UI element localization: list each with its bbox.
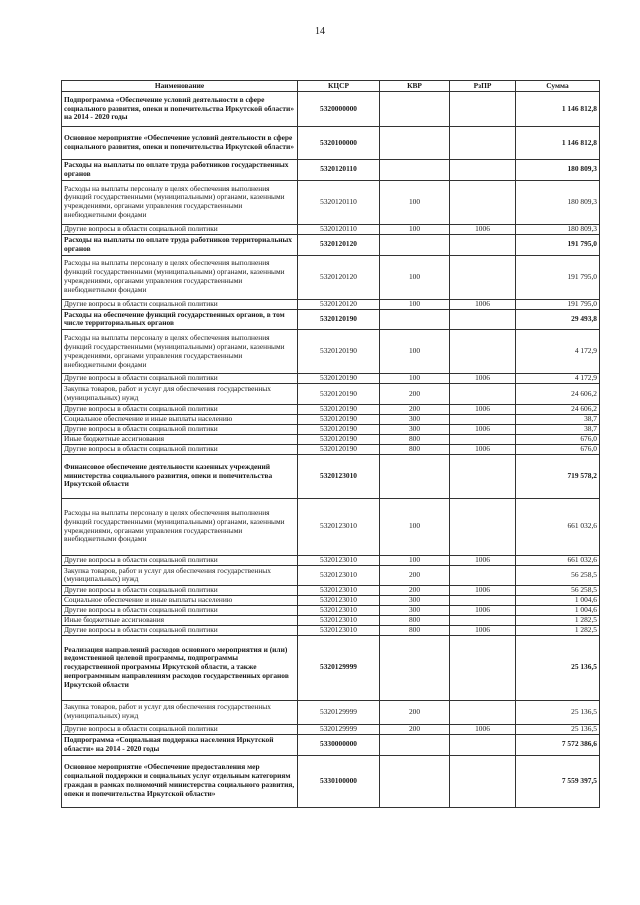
table-row <box>62 734 600 755</box>
table-row <box>62 444 600 454</box>
cell-code: 5320123010 <box>298 565 380 586</box>
cell-code: 5320123010 <box>298 498 380 555</box>
cell-sum: 25 136,5 <box>516 724 600 734</box>
cell-name: Другие вопросы в области социальной политики <box>62 586 298 596</box>
cell-sum: 676,0 <box>516 444 600 454</box>
table-row <box>62 755 600 807</box>
table-row <box>62 384 600 405</box>
cell-name: Социальное обеспечение и иные выплаты населению <box>62 415 298 425</box>
cell-rzpr <box>450 635 516 700</box>
table-row <box>62 454 600 498</box>
cell-rzpr <box>450 92 516 127</box>
header-kvr: КВР <box>380 81 450 92</box>
cell-rzpr: 1006 <box>450 224 516 234</box>
cell-rzpr <box>450 127 516 160</box>
table-row <box>62 180 600 224</box>
cell-kvr: 300 <box>380 424 450 434</box>
cell-kvr <box>380 635 450 700</box>
cell-kvr: 200 <box>380 405 450 415</box>
cell-sum: 1 282,5 <box>516 616 600 626</box>
table-row <box>62 700 600 724</box>
cell-sum: 180 809,3 <box>516 224 600 234</box>
cell-code: 5320120190 <box>298 384 380 405</box>
cell-kvr: 100 <box>380 224 450 234</box>
table-body <box>62 92 600 808</box>
cell-name: Расходы на выплаты персоналу в целях обеспечения выполнения функций государственными (муниципальными) органами, казенными учреждениями, органами управления государственными внебюджетными фондами <box>62 255 298 299</box>
cell-code: 5320129999 <box>298 635 380 700</box>
header-code: КЦСР <box>298 81 380 92</box>
cell-rzpr <box>450 755 516 807</box>
cell-kvr <box>380 160 450 181</box>
table-row <box>62 309 600 330</box>
cell-rzpr <box>450 700 516 724</box>
cell-sum: 29 493,8 <box>516 309 600 330</box>
cell-kvr: 100 <box>380 498 450 555</box>
cell-kvr: 200 <box>380 724 450 734</box>
cell-kvr: 200 <box>380 384 450 405</box>
cell-kvr: 100 <box>380 255 450 299</box>
cell-name: Другие вопросы в области социальной политики <box>62 424 298 434</box>
cell-rzpr: 1006 <box>450 374 516 384</box>
cell-code: 5320120110 <box>298 180 380 224</box>
cell-sum: 56 258,5 <box>516 586 600 596</box>
cell-rzpr: 1006 <box>450 625 516 635</box>
cell-rzpr: 1006 <box>450 299 516 309</box>
table-row <box>62 160 600 181</box>
cell-code: 5320123010 <box>298 616 380 626</box>
cell-rzpr <box>450 180 516 224</box>
cell-rzpr <box>450 255 516 299</box>
table-row <box>62 234 600 255</box>
cell-code: 5320120190 <box>298 415 380 425</box>
cell-rzpr <box>450 734 516 755</box>
cell-rzpr: 1006 <box>450 405 516 415</box>
table-row <box>62 555 600 565</box>
cell-name: Социальное обеспечение и иные выплаты населению <box>62 596 298 606</box>
cell-sum: 1 146 812,8 <box>516 127 600 160</box>
cell-kvr: 200 <box>380 565 450 586</box>
table-row <box>62 596 600 606</box>
table-row <box>62 405 600 415</box>
cell-name: Другие вопросы в области социальной политики <box>62 555 298 565</box>
cell-name: Расходы на выплаты персоналу в целях обеспечения выполнения функций государственными (муниципальными) органами, казенными учреждениями, органами управления государственными внебюджетными фондами <box>62 330 298 374</box>
table-row <box>62 565 600 586</box>
cell-code: 5320120120 <box>298 255 380 299</box>
cell-name: Финансовое обеспечение деятельности казенных учреждений министерства социального развития, опеки и попечительства Иркутской области <box>62 454 298 498</box>
cell-kvr: 200 <box>380 700 450 724</box>
cell-code: 5320129999 <box>298 724 380 734</box>
cell-sum: 25 136,5 <box>516 635 600 700</box>
cell-kvr: 800 <box>380 434 450 444</box>
cell-sum: 24 606,2 <box>516 405 600 415</box>
cell-kvr: 300 <box>380 415 450 425</box>
table-row <box>62 224 600 234</box>
cell-code: 5320123010 <box>298 586 380 596</box>
cell-sum: 4 172,9 <box>516 330 600 374</box>
cell-rzpr: 1006 <box>450 424 516 434</box>
page-number: 14 <box>315 26 325 37</box>
cell-rzpr <box>450 330 516 374</box>
cell-sum: 38,7 <box>516 415 600 425</box>
cell-kvr <box>380 755 450 807</box>
cell-rzpr: 1006 <box>450 555 516 565</box>
cell-name: Подпрограмма «Социальная поддержка населения Иркутской области» на 2014 - 2020 годы <box>62 734 298 755</box>
cell-sum: 25 136,5 <box>516 700 600 724</box>
cell-sum: 1 282,5 <box>516 625 600 635</box>
table-row <box>62 330 600 374</box>
cell-name: Расходы на выплаты по оплате труда работников государственных органов <box>62 160 298 181</box>
cell-name: Расходы на выплаты по оплате труда работников территориальных органов <box>62 234 298 255</box>
header-name: Наименование <box>62 81 298 92</box>
table-row <box>62 498 600 555</box>
table-row <box>62 299 600 309</box>
header-sum: Сумма <box>516 81 600 92</box>
cell-name: Другие вопросы в области социальной политики <box>62 299 298 309</box>
cell-rzpr <box>450 160 516 181</box>
cell-sum: 191 795,0 <box>516 299 600 309</box>
cell-code: 5320120190 <box>298 424 380 434</box>
cell-sum: 7 572 386,6 <box>516 734 600 755</box>
cell-sum: 719 578,2 <box>516 454 600 498</box>
cell-code: 5320120110 <box>298 160 380 181</box>
table-row <box>62 635 600 700</box>
cell-rzpr <box>450 596 516 606</box>
cell-rzpr <box>450 616 516 626</box>
cell-kvr: 100 <box>380 180 450 224</box>
cell-sum: 1 146 812,8 <box>516 92 600 127</box>
cell-sum: 661 032,6 <box>516 498 600 555</box>
table-row <box>62 616 600 626</box>
cell-sum: 7 559 397,5 <box>516 755 600 807</box>
cell-code: 5320120190 <box>298 309 380 330</box>
cell-code: 5320120110 <box>298 224 380 234</box>
cell-code: 5320123010 <box>298 596 380 606</box>
cell-code: 5320000000 <box>298 92 380 127</box>
budget-table <box>61 80 600 808</box>
cell-code: 5320120190 <box>298 434 380 444</box>
cell-rzpr <box>450 434 516 444</box>
cell-name: Другие вопросы в области социальной политики <box>62 405 298 415</box>
table-row <box>62 625 600 635</box>
table-row <box>62 415 600 425</box>
table-row <box>62 724 600 734</box>
cell-kvr: 800 <box>380 444 450 454</box>
cell-kvr: 100 <box>380 555 450 565</box>
cell-sum: 38,7 <box>516 424 600 434</box>
cell-sum: 1 004,6 <box>516 596 600 606</box>
cell-rzpr <box>450 454 516 498</box>
cell-rzpr: 1006 <box>450 444 516 454</box>
cell-sum: 191 795,0 <box>516 234 600 255</box>
cell-sum: 4 172,9 <box>516 374 600 384</box>
cell-kvr <box>380 92 450 127</box>
table-row <box>62 374 600 384</box>
cell-sum: 56 258,5 <box>516 565 600 586</box>
cell-kvr: 800 <box>380 625 450 635</box>
cell-kvr <box>380 127 450 160</box>
cell-kvr <box>380 454 450 498</box>
cell-kvr: 300 <box>380 606 450 616</box>
cell-name: Подпрограмма «Обеспечение условий деятельности в сфере социального развития, опеки и попечительства Иркутской области» на 2014 - 2020 годы <box>62 92 298 127</box>
header-rzpr: РзПР <box>450 81 516 92</box>
cell-name: Другие вопросы в области социальной политики <box>62 444 298 454</box>
cell-kvr: 300 <box>380 596 450 606</box>
cell-name: Реализация направлений расходов основного мероприятия и (или) ведомственной целевой программы, подпрограммы государственной программы Иркутской области, а также непрограммным направлениям расходов государственных органов Иркутской области <box>62 635 298 700</box>
cell-sum: 180 809,3 <box>516 180 600 224</box>
cell-code: 5320120190 <box>298 405 380 415</box>
cell-code: 5330100000 <box>298 755 380 807</box>
cell-kvr: 200 <box>380 586 450 596</box>
table-row <box>62 434 600 444</box>
table-row <box>62 606 600 616</box>
table-header-row <box>62 81 600 92</box>
cell-code: 5320120190 <box>298 330 380 374</box>
cell-name: Закупка товаров, работ и услуг для обеспечения государственных (муниципальных) нужд <box>62 384 298 405</box>
cell-rzpr <box>450 498 516 555</box>
cell-code: 5330000000 <box>298 734 380 755</box>
cell-code: 5320123010 <box>298 454 380 498</box>
cell-rzpr <box>450 415 516 425</box>
cell-rzpr: 1006 <box>450 606 516 616</box>
cell-name: Другие вопросы в области социальной политики <box>62 724 298 734</box>
table-row <box>62 255 600 299</box>
cell-name: Закупка товаров, работ и услуг для обеспечения государственных (муниципальных) нужд <box>62 700 298 724</box>
cell-kvr <box>380 734 450 755</box>
cell-sum: 180 809,3 <box>516 160 600 181</box>
cell-rzpr: 1006 <box>450 724 516 734</box>
cell-code: 5320120120 <box>298 234 380 255</box>
cell-code: 5320123010 <box>298 606 380 616</box>
table-row <box>62 424 600 434</box>
cell-rzpr <box>450 234 516 255</box>
cell-name: Основное мероприятие «Обеспечение предоставления мер социальной поддержки и социальных услуг отдельным категориям граждан в рамках полномочий министерства социального развития, опеки и попечительства Иркутской области» <box>62 755 298 807</box>
cell-name: Другие вопросы в области социальной политики <box>62 625 298 635</box>
cell-rzpr <box>450 309 516 330</box>
cell-kvr: 100 <box>380 330 450 374</box>
cell-kvr <box>380 309 450 330</box>
cell-name: Иные бюджетные ассигнования <box>62 616 298 626</box>
cell-sum: 24 606,2 <box>516 384 600 405</box>
cell-name: Расходы на выплаты персоналу в целях обеспечения выполнения функций государственными (муниципальными) органами, казенными учреждениями, органами управления государственными внебюджетными фондами <box>62 498 298 555</box>
cell-kvr: 800 <box>380 616 450 626</box>
cell-code: 5320120190 <box>298 444 380 454</box>
table-row <box>62 586 600 596</box>
cell-code: 5320100000 <box>298 127 380 160</box>
cell-name: Закупка товаров, работ и услуг для обеспечения государственных (муниципальных) нужд <box>62 565 298 586</box>
cell-name: Расходы на выплаты персоналу в целях обеспечения выполнения функций государственными (муниципальными) органами, казенными учреждениями, органами управления государственными внебюджетными фондами <box>62 180 298 224</box>
cell-sum: 676,0 <box>516 434 600 444</box>
cell-name: Расходы на обеспечение функций государственных органов, в том числе территориальных органов <box>62 309 298 330</box>
table-row <box>62 127 600 160</box>
cell-name: Другие вопросы в области социальной политики <box>62 224 298 234</box>
cell-sum: 661 032,6 <box>516 555 600 565</box>
cell-kvr: 100 <box>380 299 450 309</box>
cell-sum: 1 004,6 <box>516 606 600 616</box>
cell-code: 5320123010 <box>298 555 380 565</box>
cell-kvr: 100 <box>380 374 450 384</box>
cell-code: 5320129999 <box>298 700 380 724</box>
cell-code: 5320123010 <box>298 625 380 635</box>
cell-sum: 191 795,0 <box>516 255 600 299</box>
cell-code: 5320120120 <box>298 299 380 309</box>
cell-name: Иные бюджетные ассигнования <box>62 434 298 444</box>
cell-name: Основное мероприятие «Обеспечение условий деятельности в сфере социального развития, опеки и попечительства Иркутской области» <box>62 127 298 160</box>
cell-kvr <box>380 234 450 255</box>
cell-rzpr <box>450 565 516 586</box>
cell-code: 5320120190 <box>298 374 380 384</box>
cell-name: Другие вопросы в области социальной политики <box>62 606 298 616</box>
cell-name: Другие вопросы в области социальной политики <box>62 374 298 384</box>
cell-rzpr <box>450 384 516 405</box>
table-row <box>62 92 600 127</box>
cell-rzpr: 1006 <box>450 586 516 596</box>
